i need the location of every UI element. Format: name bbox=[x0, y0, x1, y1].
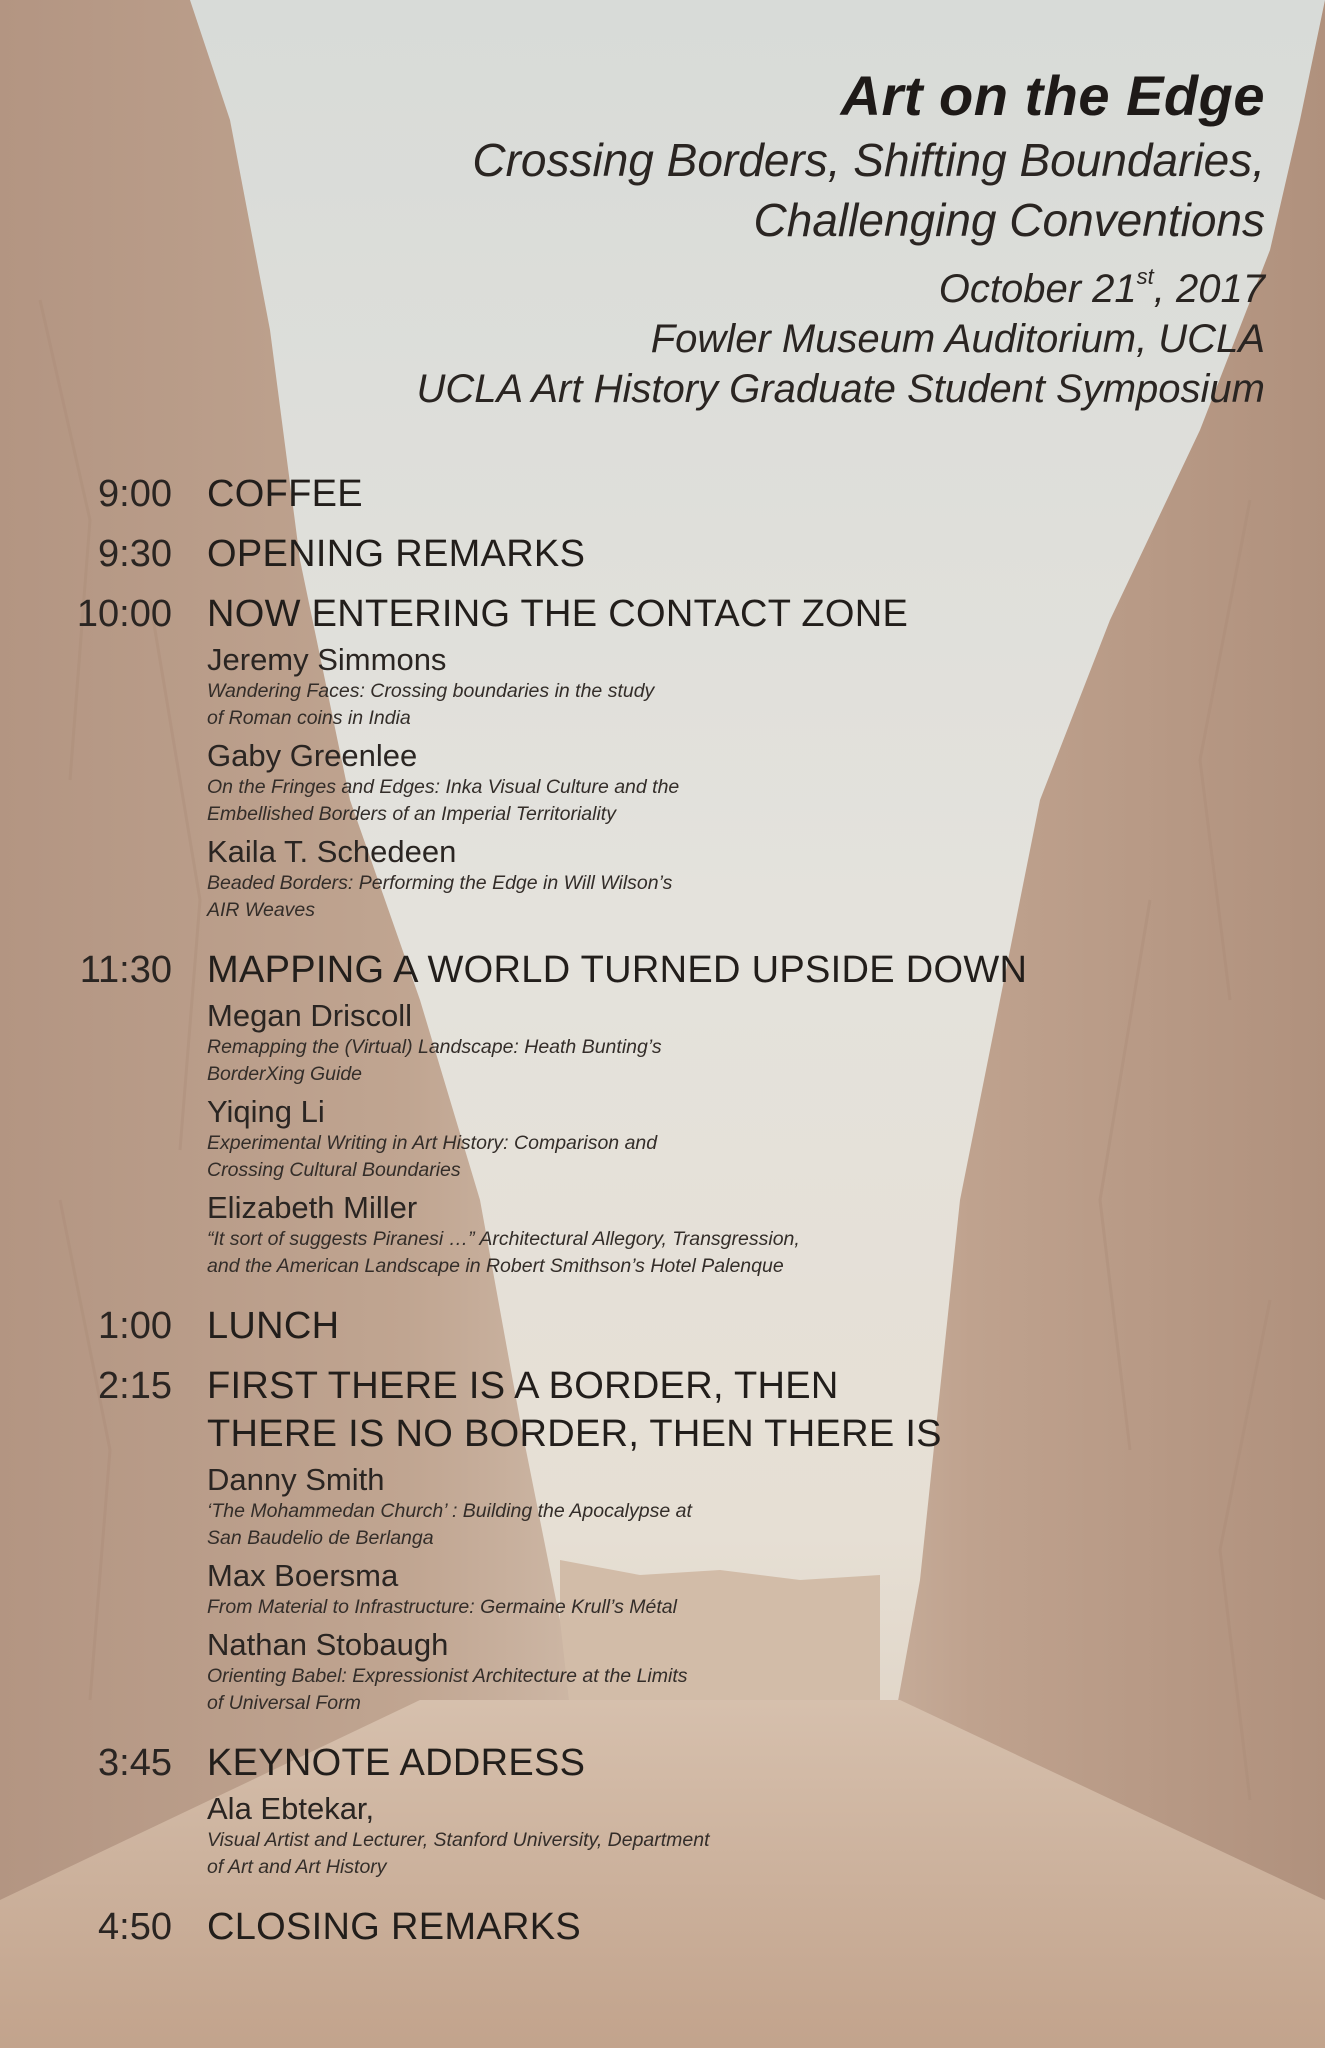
event-name: UCLA Art History Graduate Student Symposium bbox=[416, 367, 1265, 411]
schedule-slot bbox=[0, 1302, 1200, 1350]
speaker-name: Jeremy Simmons bbox=[207, 642, 447, 677]
slot-time: 10:00 bbox=[76, 593, 172, 635]
slot-title: COFFEE bbox=[207, 473, 363, 515]
slot-header bbox=[0, 1302, 1200, 1350]
speaker-item bbox=[207, 1627, 1200, 1717]
slot-header bbox=[0, 470, 1200, 518]
slot-title: MAPPING A WORLD TURNED UPSIDE DOWN bbox=[207, 949, 1028, 991]
slot-title: OPENING REMARKS bbox=[207, 533, 586, 575]
date-year: , 2017 bbox=[1153, 267, 1265, 311]
event-date bbox=[265, 264, 1265, 314]
speaker-item bbox=[207, 1791, 1200, 1881]
speaker-item bbox=[207, 998, 1200, 1088]
speaker-name: Nathan Stobaugh bbox=[207, 1627, 449, 1662]
slot-header bbox=[0, 1362, 1200, 1458]
slot-time: 9:30 bbox=[98, 533, 172, 575]
poster-title: Art on the Edge bbox=[840, 64, 1265, 127]
speaker-list bbox=[207, 642, 1200, 924]
schedule-slot bbox=[0, 946, 1200, 1280]
speaker-name: Megan Driscoll bbox=[207, 998, 413, 1033]
schedule-slot bbox=[0, 1903, 1200, 1951]
speaker-name: Kaila T. Schedeen bbox=[207, 834, 457, 869]
speaker-item bbox=[207, 1190, 1200, 1280]
talk-title: Wandering Faces: Crossing boundaries in the study of Roman coins in India bbox=[207, 680, 655, 729]
header bbox=[265, 62, 1265, 414]
event-venue: Fowler Museum Auditorium, UCLA bbox=[650, 317, 1265, 361]
speaker-name: Ala Ebtekar, bbox=[207, 1791, 375, 1826]
talk-title: “It sort of suggests Piranesi …” Architectural Allegory, Transgression, and the American Landscape in Robert Smithson’s Hotel Palenque bbox=[207, 1228, 800, 1277]
speaker-name: Yiqing Li bbox=[207, 1094, 325, 1129]
speaker-item bbox=[207, 642, 1200, 732]
slot-time: 3:45 bbox=[98, 1742, 172, 1784]
slot-time: 2:15 bbox=[98, 1365, 172, 1407]
schedule-slot bbox=[0, 1739, 1200, 1881]
slot-title: CLOSING REMARKS bbox=[207, 1906, 582, 1948]
talk-title: Orienting Babel: Expressionist Architecture at the Limits of Universal Form bbox=[207, 1665, 688, 1714]
talk-title: From Material to Infrastructure: Germaine Krull’s Métal bbox=[207, 1596, 677, 1618]
speaker-name: Max Boersma bbox=[207, 1558, 399, 1593]
talk-title: Experimental Writing in Art History: Comparison and Crossing Cultural Boundaries bbox=[207, 1132, 658, 1181]
speaker-item bbox=[207, 1094, 1200, 1184]
schedule-slot bbox=[0, 530, 1200, 578]
slot-time: 9:00 bbox=[98, 473, 172, 515]
date-ordinal-suffix: st bbox=[1136, 264, 1154, 289]
slot-header bbox=[0, 1903, 1200, 1951]
talk-title: Remapping the (Virtual) Landscape: Heath Bunting’s BorderXing Guide bbox=[207, 1036, 662, 1085]
schedule-slot bbox=[0, 1362, 1200, 1717]
slot-time: 11:30 bbox=[79, 949, 172, 991]
talk-title: Visual Artist and Lecturer, Stanford University, Department of Art and Art History bbox=[207, 1829, 710, 1878]
speaker-list bbox=[207, 1462, 1200, 1717]
slot-time: 4:50 bbox=[98, 1906, 172, 1948]
speaker-name: Elizabeth Miller bbox=[207, 1190, 418, 1225]
speaker-item bbox=[207, 738, 1200, 828]
slot-title: NOW ENTERING THE CONTACT ZONE bbox=[207, 593, 909, 635]
subtitle-line-1: Crossing Borders, Shifting Boundaries, bbox=[472, 134, 1265, 186]
date-text: October 21 bbox=[938, 267, 1137, 311]
slot-title: FIRST THERE IS A BORDER, THEN THERE IS NO BORDER, THEN THERE IS bbox=[207, 1365, 942, 1455]
talk-title: On the Fringes and Edges: Inka Visual Culture and the Embellished Borders of an Imperial Territoriality bbox=[207, 776, 680, 825]
speaker-list bbox=[207, 998, 1200, 1280]
speaker-list bbox=[207, 1791, 1200, 1881]
schedule-slot bbox=[0, 590, 1200, 924]
talk-title: ‘The Mohammedan Church’ : Building the Apocalypse at San Baudelio de Berlanga bbox=[207, 1500, 692, 1549]
talk-title: Beaded Borders: Performing the Edge in Will Wilson’s AIR Weaves bbox=[207, 872, 673, 921]
speaker-item bbox=[207, 1462, 1200, 1552]
speaker-item bbox=[207, 834, 1200, 924]
slot-title: LUNCH bbox=[207, 1305, 340, 1347]
speaker-name: Danny Smith bbox=[207, 1462, 385, 1497]
slot-header bbox=[0, 530, 1200, 578]
speaker-item bbox=[207, 1558, 1200, 1621]
slot-header bbox=[0, 590, 1200, 638]
slot-header bbox=[0, 946, 1200, 994]
subtitle-line-2: Challenging Conventions bbox=[753, 194, 1265, 246]
speaker-name: Gaby Greenlee bbox=[207, 738, 418, 773]
slot-title: KEYNOTE ADDRESS bbox=[207, 1742, 586, 1784]
slot-time: 1:00 bbox=[98, 1305, 172, 1347]
schedule bbox=[0, 470, 1200, 1951]
schedule-slot bbox=[0, 470, 1200, 518]
slot-header bbox=[0, 1739, 1200, 1787]
